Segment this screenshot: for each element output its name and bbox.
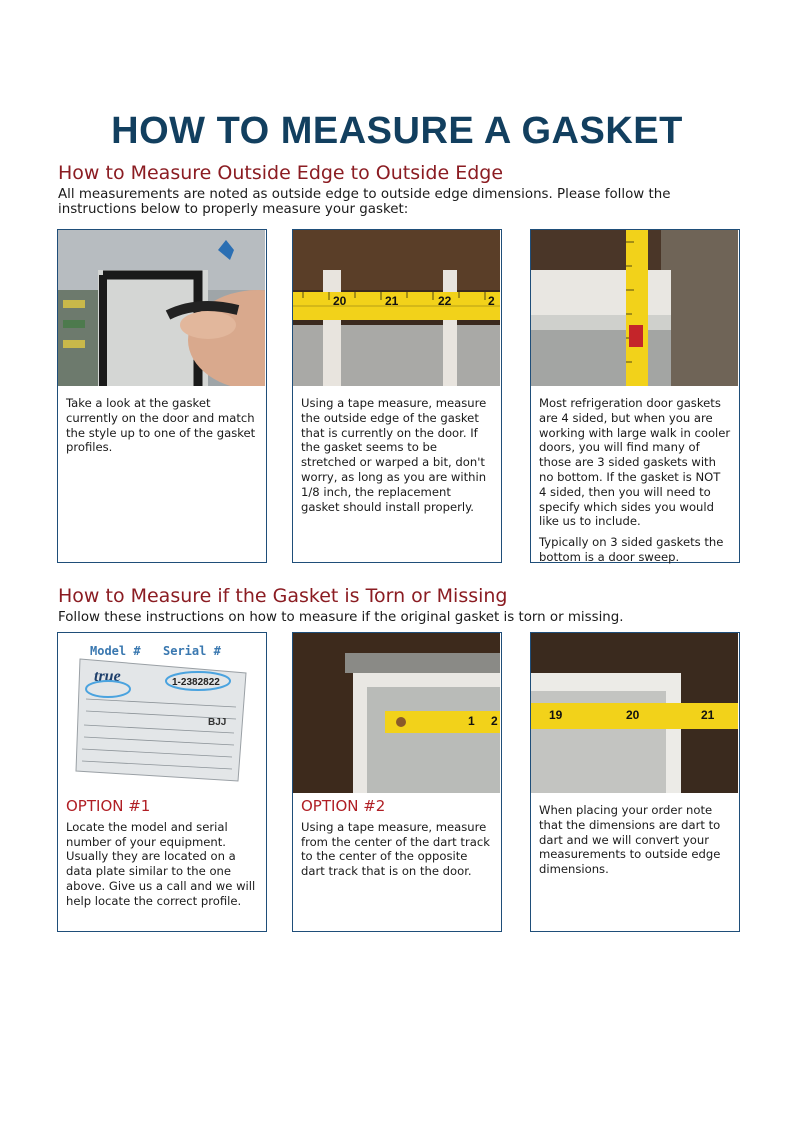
option-3-text: When placing your order note that the dimensions are dart to dart and we will convert your measurements to outside edge dimensions. xyxy=(539,803,721,877)
section-heading-torn-missing: How to Measure if the Gasket is Torn or Missing xyxy=(58,585,508,607)
data-plate-photo xyxy=(58,633,266,793)
serial-value: 1-2382822 xyxy=(172,677,220,688)
option-2-heading: OPTION #2 xyxy=(301,797,386,815)
step-text-sweep: Typically on 3 sided gaskets the bottom is a door sweep. xyxy=(539,535,724,564)
tape-number: 19 xyxy=(549,708,563,722)
brand-logo: true xyxy=(94,668,121,685)
tape-number: 20 xyxy=(626,708,640,722)
section-intro-torn-missing: Follow these instructions on how to measure if the original gasket is torn or missing. xyxy=(58,610,624,625)
option-1-heading: OPTION #1 xyxy=(66,797,151,815)
option-2-text: Using a tape measure, measure from the center of the dart track to the center of the opposite dart track that is on the door. xyxy=(301,819,490,879)
step-text-look: Take a look at the gasket currently on the door and match the style up to one of the gasket profiles. xyxy=(66,396,256,455)
model-label: Model # xyxy=(90,644,141,658)
tape-number: 22 xyxy=(438,294,452,308)
tape-number: 2 xyxy=(491,714,498,728)
tape-number: 20 xyxy=(333,294,347,308)
option-card-2 xyxy=(292,632,502,932)
step-card-look xyxy=(57,229,267,563)
section-heading-outside-edge: How to Measure Outside Edge to Outside Edge xyxy=(58,162,504,184)
option-1-text: Locate the model and serial number of your equipment. Usually they are located on a data plate similar to the one above. Give us a call and we will help locate the correct profile. xyxy=(66,819,256,908)
serial-label: Serial # xyxy=(163,644,221,658)
tape-number: 1 xyxy=(468,714,475,728)
step-card-tape xyxy=(292,229,502,563)
page-title: HOW TO MEASURE A GASKET xyxy=(111,110,683,152)
option-card-3 xyxy=(530,632,740,932)
step-text-tape: Using a tape measure, measure the outside edge of the gasket that is currently on the door. If the gasket seems to be stretched or warped a bit, don't worry, as long as you are within 1/8 inch, the replacement gasket should install properly. xyxy=(301,396,487,514)
tape-number: 21 xyxy=(385,294,399,308)
tape-number: 2 xyxy=(488,294,495,308)
tape-measure-vertical-photo xyxy=(531,230,739,386)
gasket-in-hand-photo xyxy=(58,230,266,386)
dart-to-dart-photo xyxy=(531,633,739,793)
section-intro-outside-edge: All measurements are noted as outside edge to outside edge dimensions. Please follow the instructions below to properly measure your gasket: xyxy=(58,187,671,217)
step-text-sides: Most refrigeration door gaskets are 4 sided, but when you are working with large walk in cooler doors, you will find many of those are 3 sided gaskets with no bottom. If the gasket is NOT 4 sided, then you will need to specify which sides you would like us to include. xyxy=(539,396,731,529)
tape-measure-outside-edge-photo xyxy=(293,230,501,386)
tape-number: 21 xyxy=(701,708,715,722)
plate-code: BJJ xyxy=(208,717,227,728)
step-card-sides xyxy=(530,229,740,563)
dart-track-photo xyxy=(293,633,501,793)
option-card-1 xyxy=(57,632,267,932)
